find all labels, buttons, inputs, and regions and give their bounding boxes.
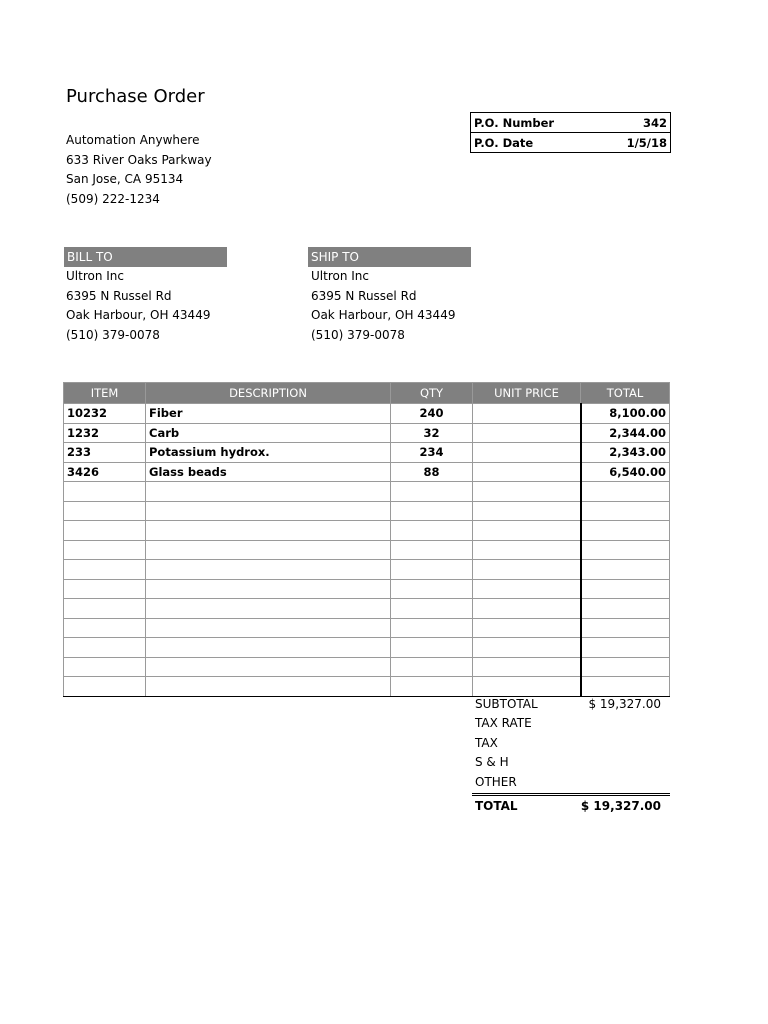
qty-cell[interactable] xyxy=(391,579,473,599)
qty-cell[interactable]: 234 xyxy=(391,443,473,463)
po-date-row xyxy=(471,132,670,152)
qty-cell[interactable] xyxy=(391,599,473,619)
unit-price-cell[interactable] xyxy=(473,540,581,560)
bill-to-name: Ultron Inc xyxy=(66,269,124,283)
po-date-value[interactable]: 1/5/18 xyxy=(626,135,667,150)
table-row xyxy=(64,443,670,463)
qty-cell[interactable] xyxy=(391,677,473,697)
table-row xyxy=(64,579,670,599)
unit-price-cell[interactable] xyxy=(473,462,581,482)
total-cell[interactable]: 6,540.00 xyxy=(581,462,670,482)
unit-price-cell[interactable] xyxy=(473,521,581,541)
po-date-label: P.O. Date xyxy=(474,135,534,150)
ship-to-city: Oak Harbour, OH 43449 xyxy=(311,308,456,322)
bill-to-phone: (510) 379-0078 xyxy=(66,327,160,342)
total-cell[interactable] xyxy=(581,521,670,541)
qty-cell[interactable] xyxy=(391,482,473,502)
item-cell[interactable]: 233 xyxy=(64,443,146,463)
description-cell[interactable] xyxy=(146,638,391,658)
item-cell[interactable] xyxy=(64,521,146,541)
description-cell[interactable] xyxy=(146,579,391,599)
qty-cell[interactable]: 88 xyxy=(391,462,473,482)
qty-cell[interactable] xyxy=(391,540,473,560)
ship-to-street: 6395 N Russel Rd xyxy=(311,288,417,303)
total-cell[interactable] xyxy=(581,618,670,638)
bill-to-address xyxy=(66,267,210,345)
tax-rate-label: TAX RATE xyxy=(475,716,532,731)
total-cell[interactable] xyxy=(581,501,670,521)
ship-to-header: SHIP TO xyxy=(308,247,471,267)
item-cell[interactable] xyxy=(64,618,146,638)
qty-cell[interactable]: 240 xyxy=(391,404,473,424)
table-row xyxy=(64,404,670,424)
subtotal-label: SUBTOTAL xyxy=(475,696,538,711)
qty-cell[interactable]: 32 xyxy=(391,423,473,443)
total-label: TOTAL xyxy=(475,799,518,813)
description-cell[interactable]: Glass beads xyxy=(146,462,391,482)
item-cell[interactable]: 3426 xyxy=(64,462,146,482)
bill-to-city: Oak Harbour, OH 43449 xyxy=(66,308,211,322)
total-cell[interactable] xyxy=(581,482,670,502)
col-header-total: TOTAL xyxy=(581,383,670,404)
table-row xyxy=(64,599,670,619)
unit-price-cell[interactable] xyxy=(473,579,581,599)
item-cell[interactable] xyxy=(64,599,146,619)
col-header-unit-price: UNIT PRICE xyxy=(473,383,581,404)
subtotal-value[interactable]: $ 19,327.00 xyxy=(588,696,661,711)
shipping-handling-row xyxy=(472,753,670,773)
tax-label: TAX xyxy=(475,735,498,750)
items-table xyxy=(63,382,670,697)
description-cell[interactable]: Carb xyxy=(146,423,391,443)
table-row xyxy=(64,462,670,482)
po-number-row xyxy=(471,113,670,132)
description-cell[interactable] xyxy=(146,501,391,521)
qty-cell[interactable] xyxy=(391,501,473,521)
items-table-header xyxy=(64,383,670,404)
item-cell[interactable] xyxy=(64,579,146,599)
col-header-qty: QTY xyxy=(391,383,473,404)
table-row xyxy=(64,501,670,521)
other-label: OTHER xyxy=(475,774,517,789)
qty-cell[interactable] xyxy=(391,638,473,658)
total-cell[interactable] xyxy=(581,579,670,599)
ship-to-phone: (510) 379-0078 xyxy=(311,327,405,342)
item-cell[interactable] xyxy=(64,482,146,502)
item-cell[interactable] xyxy=(64,501,146,521)
col-header-item: ITEM xyxy=(64,383,146,404)
unit-price-cell[interactable] xyxy=(473,618,581,638)
table-row xyxy=(64,482,670,502)
description-cell[interactable] xyxy=(146,482,391,502)
description-cell[interactable] xyxy=(146,657,391,677)
table-row xyxy=(64,521,670,541)
total-cell[interactable]: 2,343.00 xyxy=(581,443,670,463)
company-name: Automation Anywhere xyxy=(66,133,200,147)
unit-price-cell[interactable] xyxy=(473,501,581,521)
item-cell[interactable] xyxy=(64,540,146,560)
table-row xyxy=(64,618,670,638)
qty-cell[interactable] xyxy=(391,618,473,638)
table-row xyxy=(64,657,670,677)
total-cell[interactable] xyxy=(581,638,670,658)
description-cell[interactable] xyxy=(146,677,391,697)
company-phone: (509) 222-1234 xyxy=(66,191,160,206)
total-row xyxy=(472,793,670,817)
totals-block xyxy=(472,694,670,817)
total-cell[interactable] xyxy=(581,657,670,677)
table-row xyxy=(64,638,670,658)
tax-rate-row xyxy=(472,714,670,734)
item-cell[interactable] xyxy=(64,638,146,658)
description-cell[interactable] xyxy=(146,560,391,580)
unit-price-cell[interactable] xyxy=(473,560,581,580)
ship-to-name: Ultron Inc xyxy=(311,269,369,283)
company-street: 633 River Oaks Parkway xyxy=(66,152,212,167)
ship-to-address xyxy=(311,267,455,345)
shipping-handling-label: S & H xyxy=(475,755,509,770)
tax-row xyxy=(472,733,670,753)
total-cell[interactable] xyxy=(581,599,670,619)
po-number-label: P.O. Number xyxy=(474,115,555,130)
po-info-box xyxy=(470,112,671,153)
other-row xyxy=(472,772,670,792)
qty-cell[interactable] xyxy=(391,560,473,580)
qty-cell[interactable] xyxy=(391,657,473,677)
total-cell[interactable]: 2,344.00 xyxy=(581,423,670,443)
description-cell[interactable] xyxy=(146,521,391,541)
unit-price-cell[interactable] xyxy=(473,404,581,424)
page-title: Purchase Order xyxy=(66,86,205,107)
description-cell[interactable]: Potassium hydrox. xyxy=(146,443,391,463)
bill-to-header: BILL TO xyxy=(64,247,227,267)
table-row xyxy=(64,540,670,560)
unit-price-cell[interactable] xyxy=(473,657,581,677)
total-cell[interactable] xyxy=(581,560,670,580)
table-row xyxy=(64,560,670,580)
item-cell[interactable] xyxy=(64,657,146,677)
table-row xyxy=(64,423,670,443)
qty-cell[interactable] xyxy=(391,521,473,541)
col-header-description: DESCRIPTION xyxy=(146,383,391,404)
bill-to-street: 6395 N Russel Rd xyxy=(66,288,172,303)
item-cell[interactable] xyxy=(64,560,146,580)
subtotal-row xyxy=(472,694,670,714)
unit-price-cell[interactable] xyxy=(473,482,581,502)
total-cell[interactable] xyxy=(581,540,670,560)
item-cell[interactable]: 10232 xyxy=(64,404,146,424)
total-cell[interactable]: 8,100.00 xyxy=(581,404,670,424)
unit-price-cell[interactable] xyxy=(473,423,581,443)
item-cell[interactable]: 1232 xyxy=(64,423,146,443)
company-address xyxy=(66,131,212,209)
unit-price-cell[interactable] xyxy=(473,599,581,619)
total-value[interactable]: $ 19,327.00 xyxy=(580,799,661,813)
description-cell[interactable]: Fiber xyxy=(146,404,391,424)
description-cell[interactable] xyxy=(146,599,391,619)
description-cell[interactable] xyxy=(146,540,391,560)
unit-price-cell[interactable] xyxy=(473,638,581,658)
item-cell[interactable] xyxy=(64,677,146,697)
unit-price-cell[interactable] xyxy=(473,443,581,463)
company-city: San Jose, CA 95134 xyxy=(66,172,184,186)
description-cell[interactable] xyxy=(146,618,391,638)
po-number-value[interactable]: 342 xyxy=(642,115,667,130)
